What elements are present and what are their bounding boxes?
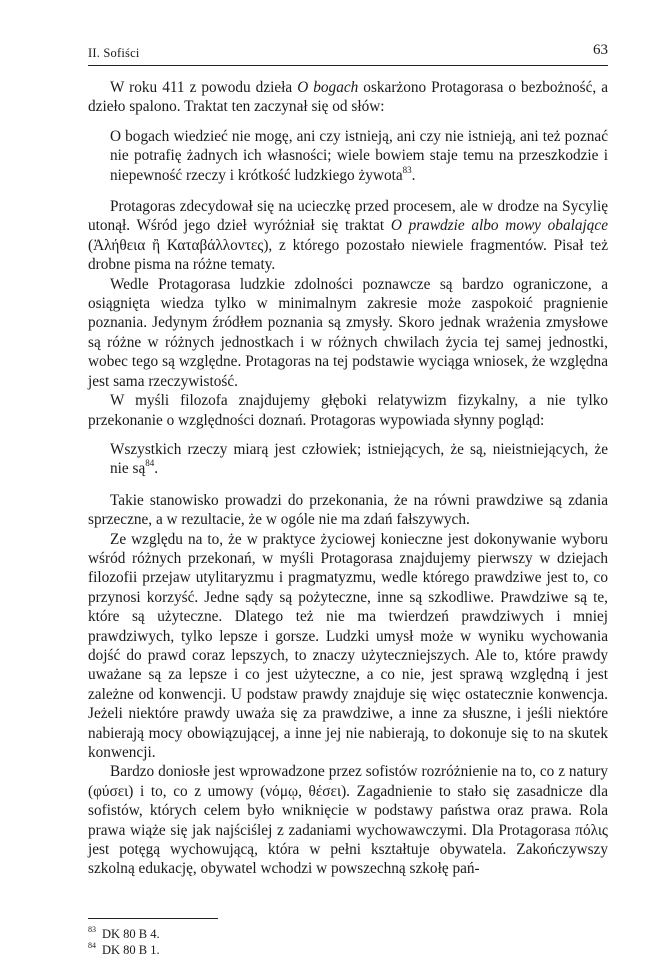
- work-title: O prawdzie albo mowy obalające: [390, 217, 608, 235]
- work-title: O bogach: [297, 79, 359, 96]
- block-quote: O bogach wiedzieć nie mogę, ani czy istnieją, ani czy nie istnieją, ani też poznać nie potrafię żadnych ich własności; wiele bowiem staje temu na przeszkodzie i niepewność rzeczy i krótkość ludzkiego żywota$^{83}$.: [110, 127, 608, 184]
- paragraph: W roku 411 z powodu dzieła O bogach oskarżono Protagorasa o bezbożność, a dzieło spalono. Traktat ten zaczynał się od słów:: [88, 79, 609, 116]
- footnote-ref: 84: [145, 458, 155, 469]
- running-header: [88, 40, 608, 62]
- paragraph: W myśli filozofa znajdujemy głęboki relatywizm fizykalny, a nie tylko przekonanie o względności doznań. Protagoras wypowiada słynny pogląd:: [88, 392, 608, 429]
- block-quote: Wszystkich rzeczy miarą jest człowiek; istniejących, że są, nieistniejących, że nie $są^{84}$.: [110, 440, 608, 478]
- footnote-rule: [88, 918, 218, 919]
- book-page: [88, 40, 609, 957]
- footnotes: [88, 926, 160, 958]
- paragraph: Ze względu na to, że w praktyce życiowej konieczne jest dokonywanie wyboru wśród różnych przekonań, w myśli Protagorasa znajdujemy pierwszy w dziejach filozofii przejaw utylitaryzmu i pragmatyzmu, wedle którego prawdziwe jest to, co przynosi korzyść. Jedne sądy są pożyteczne, inne są szkodliwe. Prawdziwe są te, które są użyteczne. Dlatego też nie ma twierdzeń prawdziwych i mniej prawdziwych, tylko lepsze i gorsze. Ludzki umysł może w wyniku wychowania dojść do prawd coraz lepszych, to znaczy użyteczniejszych. Ale to, które prawdy uważane są za lepsze i co jest użyteczne, a co nie, jest sprawą względną i jest zależne od konwencji. U podstaw prawdy znajduje się więc ostatecznie konwencja. Jeżeli niektóre prawdy uważa się za prawdziwe, a inne za słuszne, i jeśli niektóre nabierają mocy obowiązującej, a inne jej nie nabierają, to dokonuje się to na skutek konwencji.: [88, 530, 608, 761]
- footnote-ref: 83: [402, 164, 412, 175]
- page-number: 63: [593, 42, 608, 58]
- footnote: $^{83}$ DK 80 B 4.: [88, 924, 160, 941]
- header-rule: [88, 65, 608, 66]
- paragraph: Bardzo doniosłe jest wprowadzone przez sofistów rozróżnienie na to, co z natury (φύσει) i to, co z umowy (νόμῳ, θέσει). Zagadnienie to stało się zasadnicze dla sofistów, których celem było wniknięcie w podstawy państwa oraz prawa. Rola prawa wiąże się jak najściślej z zadaniami wychowawczymi. Dla Protagorasa πόλις jest potęgą wychowującą, która w pełni kształtuje obywatela. Zakończywszy szkolną edukację, obywatel wchodzi w powszechną szkołę pań-: [88, 763, 608, 878]
- footnote: $^{84}$ DK 80 B 1.: [88, 940, 160, 957]
- paragraph: Takie stanowisko prowadzi do przekonania, że na równi prawdziwe są zdania sprzeczne, a w rezultacie, że w ogóle nie ma zdań fałszywych.: [88, 491, 608, 529]
- chapter-title: II. Sofiści: [88, 46, 140, 60]
- paragraph: Wedle Protagorasa ludzkie zdolności poznawcze są bardzo ograniczone, a osiągnięta wiedza tylko w minimalnym zakresie może zaspokoić pragnienie poznania. Jedynym źródłem poznania są zmysły. Skoro jednak wrażenia zmysłowe są różne w różnych jednostkach i w różnych chwilach życia tej samej jednostki, wobec tego są względne. Protagoras na tej podstawie wyciąga wniosek, że względna jest sama rzeczywistość.: [88, 275, 608, 390]
- paragraph: Protagoras zdecydował się na ucieczkę przed procesem, ale w drodze na Sycylię utonął. Wśród jego dzieł wyróżniał się traktat O prawdzie albo mowy obalające (Ἀλήθεια ἢ Καταβάλλοντες), z którego pozostało niewiele fragmentów. Pisał też drobne pisma na różne tematy.: [88, 198, 608, 274]
- main-text: [88, 78, 608, 879]
